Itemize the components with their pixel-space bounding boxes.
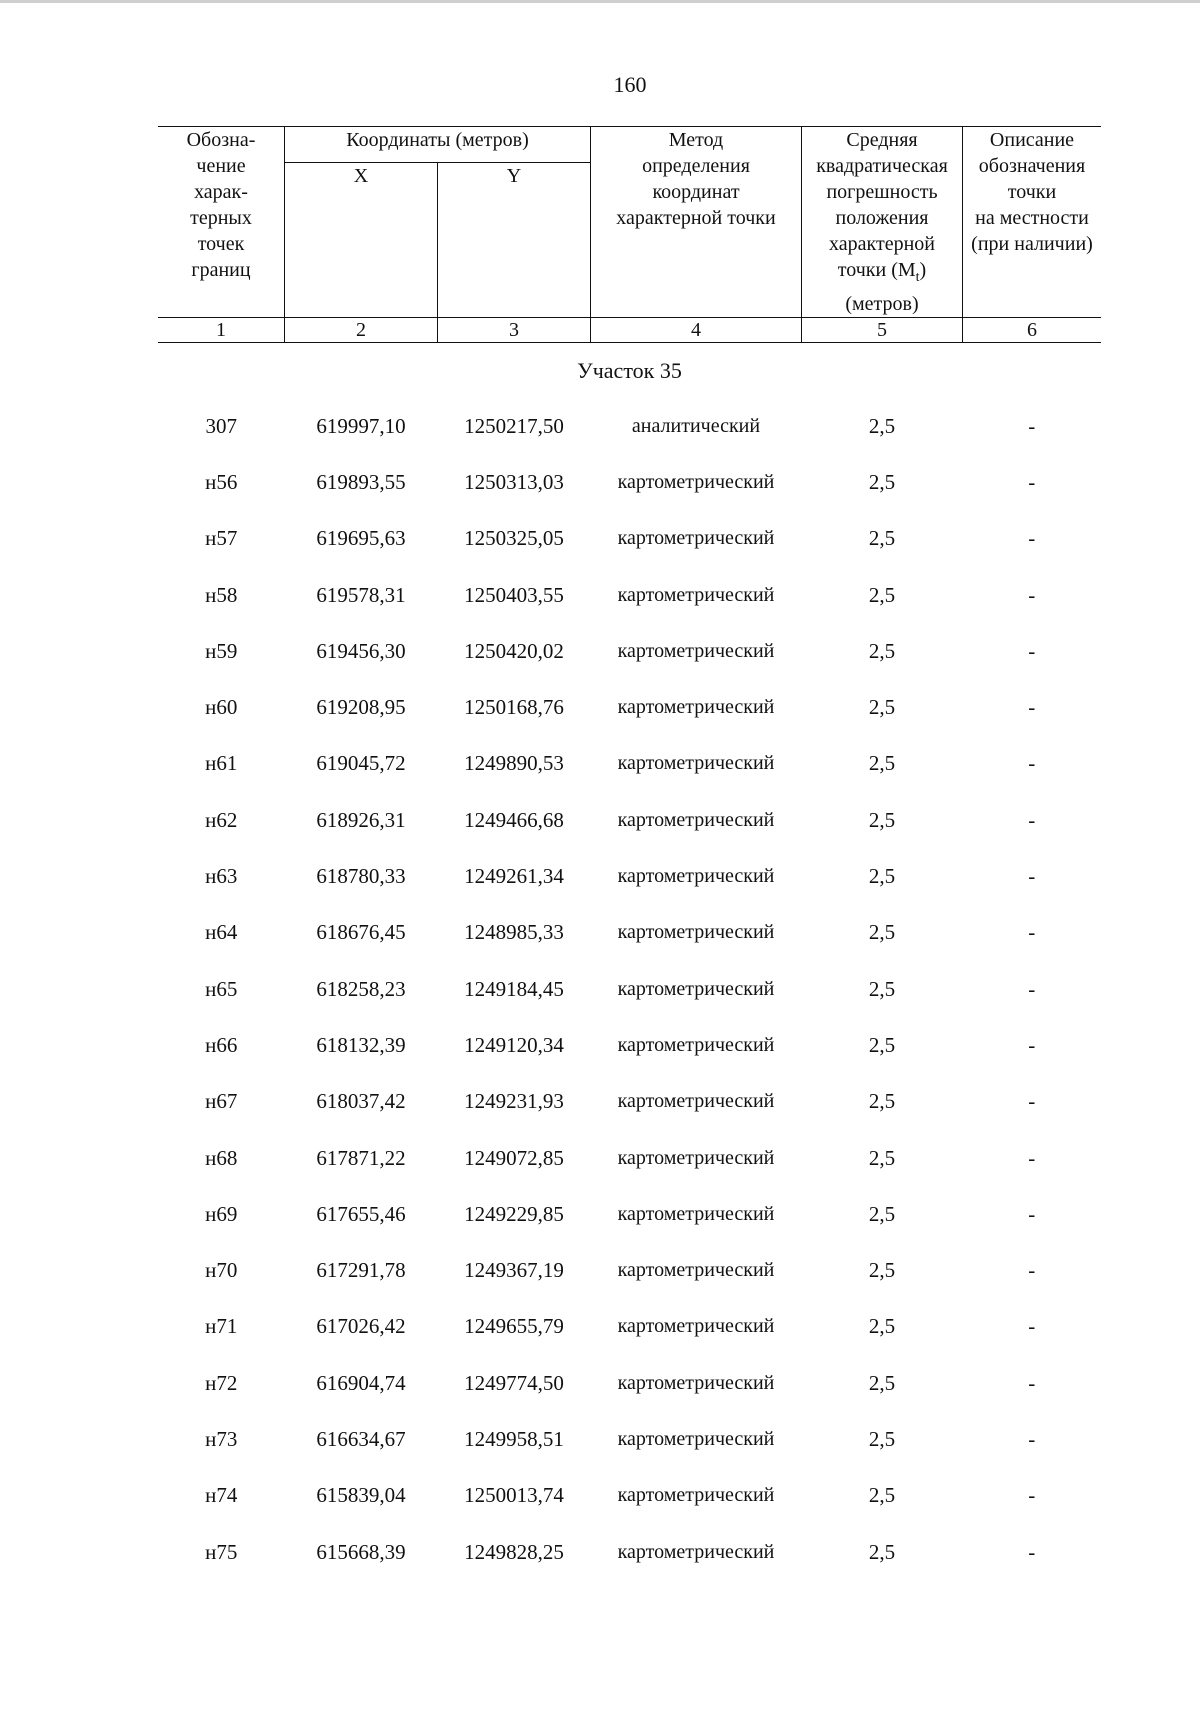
cell-method: картометрический bbox=[617, 1427, 775, 1450]
cell-description: - bbox=[1028, 807, 1036, 832]
cell-method: картометрический bbox=[617, 583, 775, 606]
table-row bbox=[158, 1130, 1101, 1186]
cell-description: - bbox=[1028, 1258, 1036, 1283]
cell-description: - bbox=[1028, 1032, 1036, 1057]
cell-y: 1249958,51 bbox=[464, 1426, 564, 1451]
cell-description: - bbox=[1028, 976, 1036, 1001]
cell-x: 619997,10 bbox=[316, 413, 406, 438]
cell-x: 618132,39 bbox=[316, 1032, 406, 1057]
page-number: 160 bbox=[613, 72, 647, 97]
cell-y: 1249072,85 bbox=[464, 1145, 564, 1170]
cell-method: картометрический bbox=[617, 639, 775, 662]
header-coordinates: Координаты (метров) bbox=[285, 127, 591, 163]
cell-point: н58 bbox=[205, 582, 238, 607]
cell-error: 2,5 bbox=[868, 1032, 896, 1057]
cell-y: 1249231,93 bbox=[464, 1089, 564, 1114]
cell-error: 2,5 bbox=[868, 526, 896, 551]
cell-method: картометрический bbox=[617, 1259, 775, 1282]
cell-y: 1250403,55 bbox=[464, 582, 564, 607]
cell-method: картометрический bbox=[617, 1540, 775, 1563]
table-row bbox=[158, 398, 1101, 454]
column-number: 3 bbox=[438, 318, 591, 343]
cell-y: 1249367,19 bbox=[464, 1258, 564, 1283]
cell-point: н59 bbox=[205, 638, 238, 663]
cell-x: 619208,95 bbox=[316, 695, 406, 720]
cell-error: 2,5 bbox=[868, 695, 896, 720]
cell-x: 619893,55 bbox=[316, 469, 406, 494]
cell-point: н74 bbox=[205, 1483, 238, 1508]
cell-error: 2,5 bbox=[868, 1483, 896, 1508]
cell-point: н63 bbox=[205, 864, 238, 889]
cell-y: 1249184,45 bbox=[464, 976, 564, 1001]
cell-x: 619578,31 bbox=[316, 582, 406, 607]
boundary-points-table bbox=[158, 126, 1101, 1580]
cell-description: - bbox=[1028, 1426, 1036, 1451]
scan-top-rule bbox=[0, 0, 1200, 3]
cell-point: н75 bbox=[205, 1539, 238, 1564]
cell-error: 2,5 bbox=[868, 1201, 896, 1226]
cell-method: картометрический bbox=[617, 696, 775, 719]
table-row bbox=[158, 1411, 1101, 1467]
cell-x: 617871,22 bbox=[316, 1145, 406, 1170]
cell-description: - bbox=[1028, 1483, 1036, 1508]
cell-method: картометрический bbox=[617, 808, 775, 831]
section-row bbox=[158, 343, 1101, 399]
cell-y: 1250325,05 bbox=[464, 526, 564, 551]
cell-error: 2,5 bbox=[868, 807, 896, 832]
table-row bbox=[158, 567, 1101, 623]
cell-method: картометрический bbox=[617, 1090, 775, 1113]
cell-x: 618676,45 bbox=[316, 920, 406, 945]
cell-point: н71 bbox=[205, 1314, 238, 1339]
cell-error: 2,5 bbox=[868, 638, 896, 663]
cell-y: 1250168,76 bbox=[464, 695, 564, 720]
cell-x: 617291,78 bbox=[316, 1258, 406, 1283]
table-row bbox=[158, 792, 1101, 848]
cell-error: 2,5 bbox=[868, 1426, 896, 1451]
cell-point: н62 bbox=[205, 807, 238, 832]
table-body bbox=[158, 343, 1101, 1581]
cell-y: 1250217,50 bbox=[464, 413, 564, 438]
cell-method: картометрический bbox=[617, 921, 775, 944]
column-number: 6 bbox=[963, 318, 1102, 343]
cell-y: 1249120,34 bbox=[464, 1032, 564, 1057]
table-row bbox=[158, 848, 1101, 904]
cell-x: 619456,30 bbox=[316, 638, 406, 663]
cell-error: 2,5 bbox=[868, 1370, 896, 1395]
column-number: 4 bbox=[591, 318, 802, 343]
cell-point: 307 bbox=[205, 413, 237, 438]
column-number-row bbox=[158, 318, 1101, 343]
cell-x: 618926,31 bbox=[316, 807, 406, 832]
cell-method: картометрический bbox=[617, 1146, 775, 1169]
cell-x: 619045,72 bbox=[316, 751, 406, 776]
cell-y: 1249655,79 bbox=[464, 1314, 564, 1339]
cell-x: 619695,63 bbox=[316, 526, 406, 551]
cell-point: н61 bbox=[205, 751, 238, 776]
cell-error: 2,5 bbox=[868, 1145, 896, 1170]
table-row bbox=[158, 1074, 1101, 1130]
cell-description: - bbox=[1028, 582, 1036, 607]
cell-x: 618258,23 bbox=[316, 976, 406, 1001]
section-title: Участок 35 bbox=[577, 358, 682, 383]
cell-description: - bbox=[1028, 413, 1036, 438]
cell-x: 617655,46 bbox=[316, 1201, 406, 1226]
cell-point: н64 bbox=[205, 920, 238, 945]
cell-point: н56 bbox=[205, 469, 238, 494]
header-description: Описание обозначения точки на местности (при наличии) bbox=[963, 127, 1102, 318]
cell-point: н70 bbox=[205, 1258, 238, 1283]
cell-y: 1249466,68 bbox=[464, 807, 564, 832]
cell-error: 2,5 bbox=[868, 1089, 896, 1114]
table-row bbox=[158, 1524, 1101, 1580]
cell-point: н68 bbox=[205, 1145, 238, 1170]
cell-y: 1250420,02 bbox=[464, 638, 564, 663]
table-row bbox=[158, 1017, 1101, 1073]
cell-error: 2,5 bbox=[868, 976, 896, 1001]
header-y: Y bbox=[438, 163, 591, 318]
cell-y: 1248985,33 bbox=[464, 920, 564, 945]
cell-y: 1249890,53 bbox=[464, 751, 564, 776]
cell-point: н57 bbox=[205, 526, 238, 551]
cell-error: 2,5 bbox=[868, 920, 896, 945]
cell-description: - bbox=[1028, 920, 1036, 945]
cell-x: 618780,33 bbox=[316, 864, 406, 889]
cell-description: - bbox=[1028, 864, 1036, 889]
column-number: 1 bbox=[158, 318, 285, 343]
cell-point: н65 bbox=[205, 976, 238, 1001]
cell-description: - bbox=[1028, 638, 1036, 663]
table-row bbox=[158, 1355, 1101, 1411]
cell-method: аналитический bbox=[631, 414, 761, 437]
cell-error: 2,5 bbox=[868, 469, 896, 494]
cell-point: н72 bbox=[205, 1370, 238, 1395]
cell-error: 2,5 bbox=[868, 864, 896, 889]
cell-method: картометрический bbox=[617, 752, 775, 775]
table-row bbox=[158, 736, 1101, 792]
cell-description: - bbox=[1028, 526, 1036, 551]
table-row bbox=[158, 1468, 1101, 1524]
cell-description: - bbox=[1028, 1539, 1036, 1564]
cell-error: 2,5 bbox=[868, 582, 896, 607]
header-error: Средняя квадратическая погрешность положения характерной точки $(M_t)$ (метров) bbox=[802, 127, 963, 318]
cell-description: - bbox=[1028, 1089, 1036, 1114]
cell-x: 615668,39 bbox=[316, 1539, 406, 1564]
cell-description: - bbox=[1028, 1201, 1036, 1226]
cell-point: н67 bbox=[205, 1089, 238, 1114]
table-row bbox=[158, 454, 1101, 510]
table-row bbox=[158, 1299, 1101, 1355]
table-row bbox=[158, 623, 1101, 679]
cell-description: - bbox=[1028, 469, 1036, 494]
cell-y: 1250313,03 bbox=[464, 469, 564, 494]
cell-method: картометрический bbox=[617, 1371, 775, 1394]
cell-x: 617026,42 bbox=[316, 1314, 406, 1339]
cell-y: 1249774,50 bbox=[464, 1370, 564, 1395]
cell-y: 1250013,74 bbox=[464, 1483, 564, 1508]
cell-method: картометрический bbox=[617, 865, 775, 888]
column-number: 2 bbox=[285, 318, 438, 343]
cell-method: картометрический bbox=[617, 1484, 775, 1507]
cell-method: картометрический bbox=[617, 1315, 775, 1338]
table-row bbox=[158, 961, 1101, 1017]
cell-description: - bbox=[1028, 1145, 1036, 1170]
table-row bbox=[158, 1186, 1101, 1242]
cell-method: картометрический bbox=[617, 1033, 775, 1056]
cell-x: 616904,74 bbox=[316, 1370, 406, 1395]
cell-method: картометрический bbox=[617, 527, 775, 550]
cell-method: картометрический bbox=[617, 1202, 775, 1225]
cell-point: н73 bbox=[205, 1426, 238, 1451]
table-row bbox=[158, 679, 1101, 735]
cell-description: - bbox=[1028, 1314, 1036, 1339]
column-number: 5 bbox=[802, 318, 963, 343]
table-row bbox=[158, 905, 1101, 961]
cell-point: н66 bbox=[205, 1032, 238, 1057]
cell-error: 2,5 bbox=[868, 1258, 896, 1283]
cell-method: картометрический bbox=[617, 977, 775, 1000]
header-x: X bbox=[285, 163, 438, 318]
cell-x: 618037,42 bbox=[316, 1089, 406, 1114]
cell-error: 2,5 bbox=[868, 1314, 896, 1339]
header-designation: Обозна- чение харак- терных точек границ bbox=[158, 127, 285, 318]
table-row bbox=[158, 1242, 1101, 1298]
cell-y: 1249261,34 bbox=[464, 864, 564, 889]
cell-description: - bbox=[1028, 1370, 1036, 1395]
cell-point: н69 bbox=[205, 1201, 238, 1226]
cell-description: - bbox=[1028, 695, 1036, 720]
table-header-row bbox=[158, 127, 1101, 163]
cell-y: 1249229,85 bbox=[464, 1201, 564, 1226]
cell-description: - bbox=[1028, 751, 1036, 776]
cell-error: 2,5 bbox=[868, 413, 896, 438]
cell-point: н60 bbox=[205, 695, 238, 720]
cell-y: 1249828,25 bbox=[464, 1539, 564, 1564]
cell-error: 2,5 bbox=[868, 1539, 896, 1564]
cell-x: 616634,67 bbox=[316, 1426, 406, 1451]
cell-method: картометрический bbox=[617, 470, 775, 493]
cell-x: 615839,04 bbox=[316, 1483, 406, 1508]
table-row bbox=[158, 511, 1101, 567]
cell-error: 2,5 bbox=[868, 751, 896, 776]
header-method: Метод определения координат характерной точки bbox=[591, 127, 802, 318]
